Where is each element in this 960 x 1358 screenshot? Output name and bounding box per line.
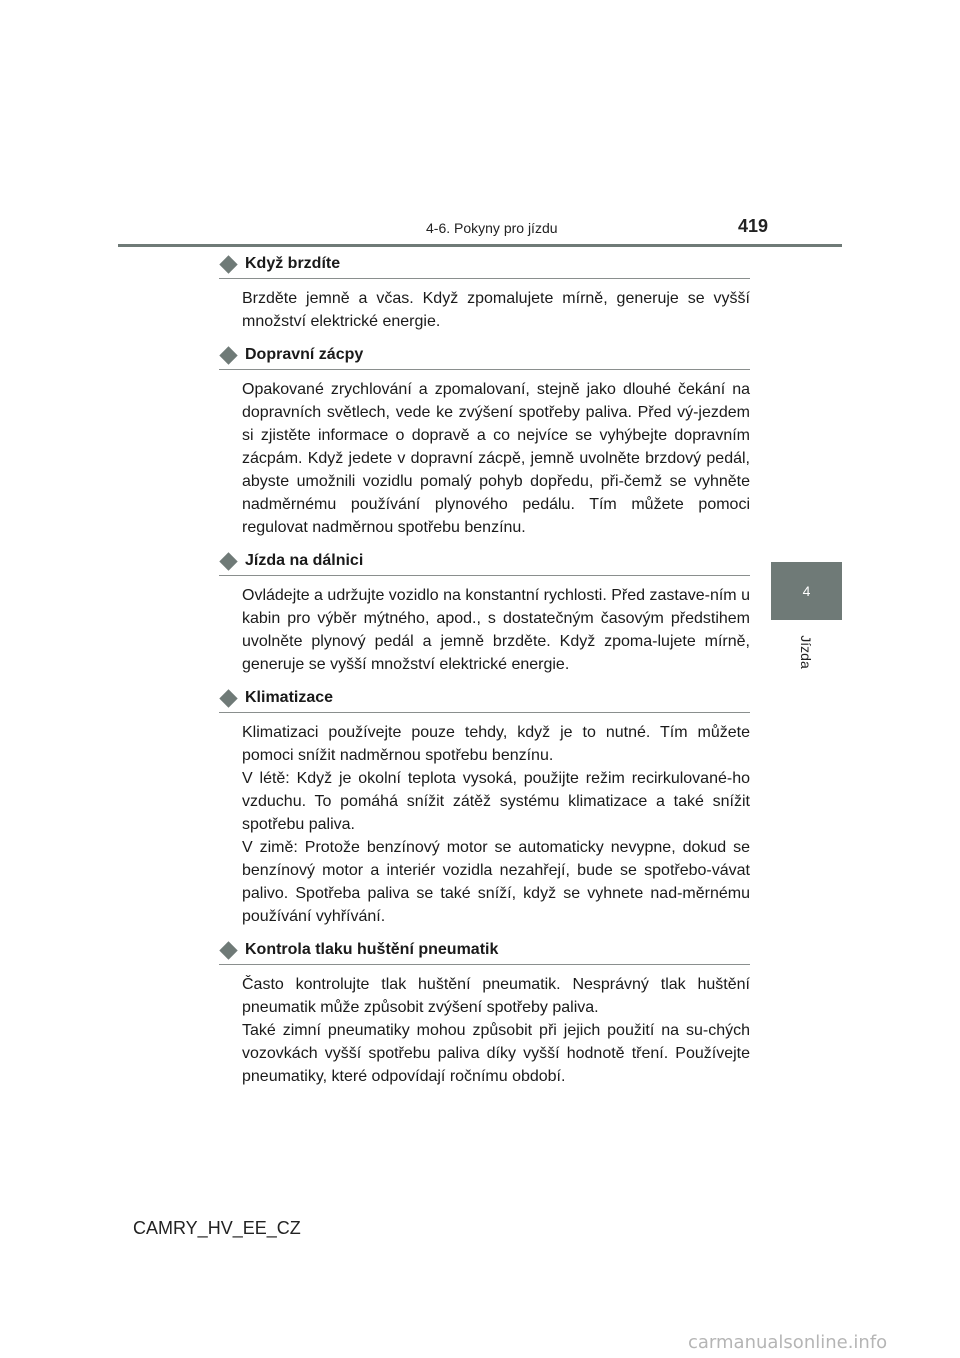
- diamond-bullet-icon: [219, 255, 237, 273]
- section-highway-driving: [219, 549, 750, 676]
- section-title: Dopravní zácpy: [245, 346, 364, 363]
- header-divider: [118, 244, 842, 247]
- section-header: [219, 686, 750, 713]
- section-body: [242, 378, 750, 539]
- section-body: [242, 973, 750, 1088]
- diamond-bullet-icon: [219, 941, 237, 959]
- section-header: [219, 938, 750, 965]
- diamond-bullet-icon: [219, 552, 237, 570]
- page-number: 419: [738, 216, 769, 236]
- section-tire-pressure: [219, 938, 750, 1088]
- document-code: CAMRY_HV_EE_CZ: [133, 1218, 301, 1238]
- section-title: Kontrola tlaku huštění pneumatik: [245, 941, 499, 958]
- watermark: carmanualsonline.info: [688, 1332, 888, 1353]
- header-section-title: 4-6. Pokyny pro jízdu: [426, 220, 558, 236]
- paragraph: Klimatizaci používejte pouze tehdy, když je to nutné. Tím můžete pomoci snížit nadměrnou spotřebu benzínu.: [242, 724, 750, 764]
- paragraph: V létě: Když je okolní teplota vysoká, použijte režim recirkulované-ho vzduchu. To pomáhá snížit zátěž systému klimatizace a také snížit spotřebu paliva.: [242, 770, 750, 833]
- section-air-conditioning: [219, 686, 750, 928]
- section-header: [219, 343, 750, 370]
- section-title: Klimatizace: [245, 689, 334, 706]
- paragraph: Brzděte jemně a včas. Když zpomalujete mírně, generuje se vyšší množství elektrické energie.: [242, 290, 750, 330]
- section-header: [219, 252, 750, 279]
- chapter-tab[interactable]: [771, 562, 842, 620]
- section-braking: [219, 252, 750, 333]
- section-header: [219, 549, 750, 576]
- diamond-bullet-icon: [219, 689, 237, 707]
- paragraph: Také zimní pneumatiky mohou způsobit při jejich použití na su-chých vozovkách vyšší spotřebu paliva díky vyšší hodnotě tření. Používejte pneumatiky, které odpovídají ročnímu období.: [242, 1022, 750, 1085]
- paragraph: Často kontrolujte tlak huštění pneumatik. Nesprávný tlak huštění pneumatik může způsobit zvýšení spotřeby paliva.: [242, 976, 750, 1016]
- chapter-tab-label: Jízda: [798, 635, 814, 669]
- main-content: [219, 252, 750, 1098]
- chapter-tab-number: 4: [802, 583, 811, 599]
- paragraph: Ovládejte a udržujte vozidlo na konstantní rychlosti. Před zastave-ním u kabin pro výběr mýtného, apod., s dostatečným časovým předstihem uvolněte plynový pedál a jemně brzděte. Když zpoma-lujete mírně, generuje se vyšší množství elektrické energie.: [242, 587, 750, 673]
- diamond-bullet-icon: [219, 346, 237, 364]
- section-title: Když brzdíte: [245, 255, 341, 272]
- section-traffic-jams: [219, 343, 750, 539]
- section-body: [242, 721, 750, 928]
- section-title: Jízda na dálnici: [245, 552, 364, 569]
- paragraph: Opakované zrychlování a zpomalovaní, stejně jako dlouhé čekání na dopravních světlech, vede ke zvýšení spotřeby paliva. Před vý-jezdem si zjistěte informace o dopravě a co nejvíce se vyhýbejte dopravním zácpám. Když jedete v dopravní zácpě, jemně uvolněte brzdový pedál, abyste umožnili vozidlu pomalý pohyb dopředu, při-čemž se vyhněte nadměrnému používání plynového pedálu. Tím můžete pomoci regulovat nadměrnou spotřebu benzínu.: [242, 381, 750, 536]
- section-body: [242, 287, 750, 333]
- paragraph: V zimě: Protože benzínový motor se automaticky nevypne, dokud se benzínový motor a interiér vozidla nezahřejí, bude se spotřebo-vávat palivo. Spotřeba paliva se také sníží, když se vyhnete nad-měrnému používání vyhřívání.: [242, 839, 750, 925]
- section-body: [242, 584, 750, 676]
